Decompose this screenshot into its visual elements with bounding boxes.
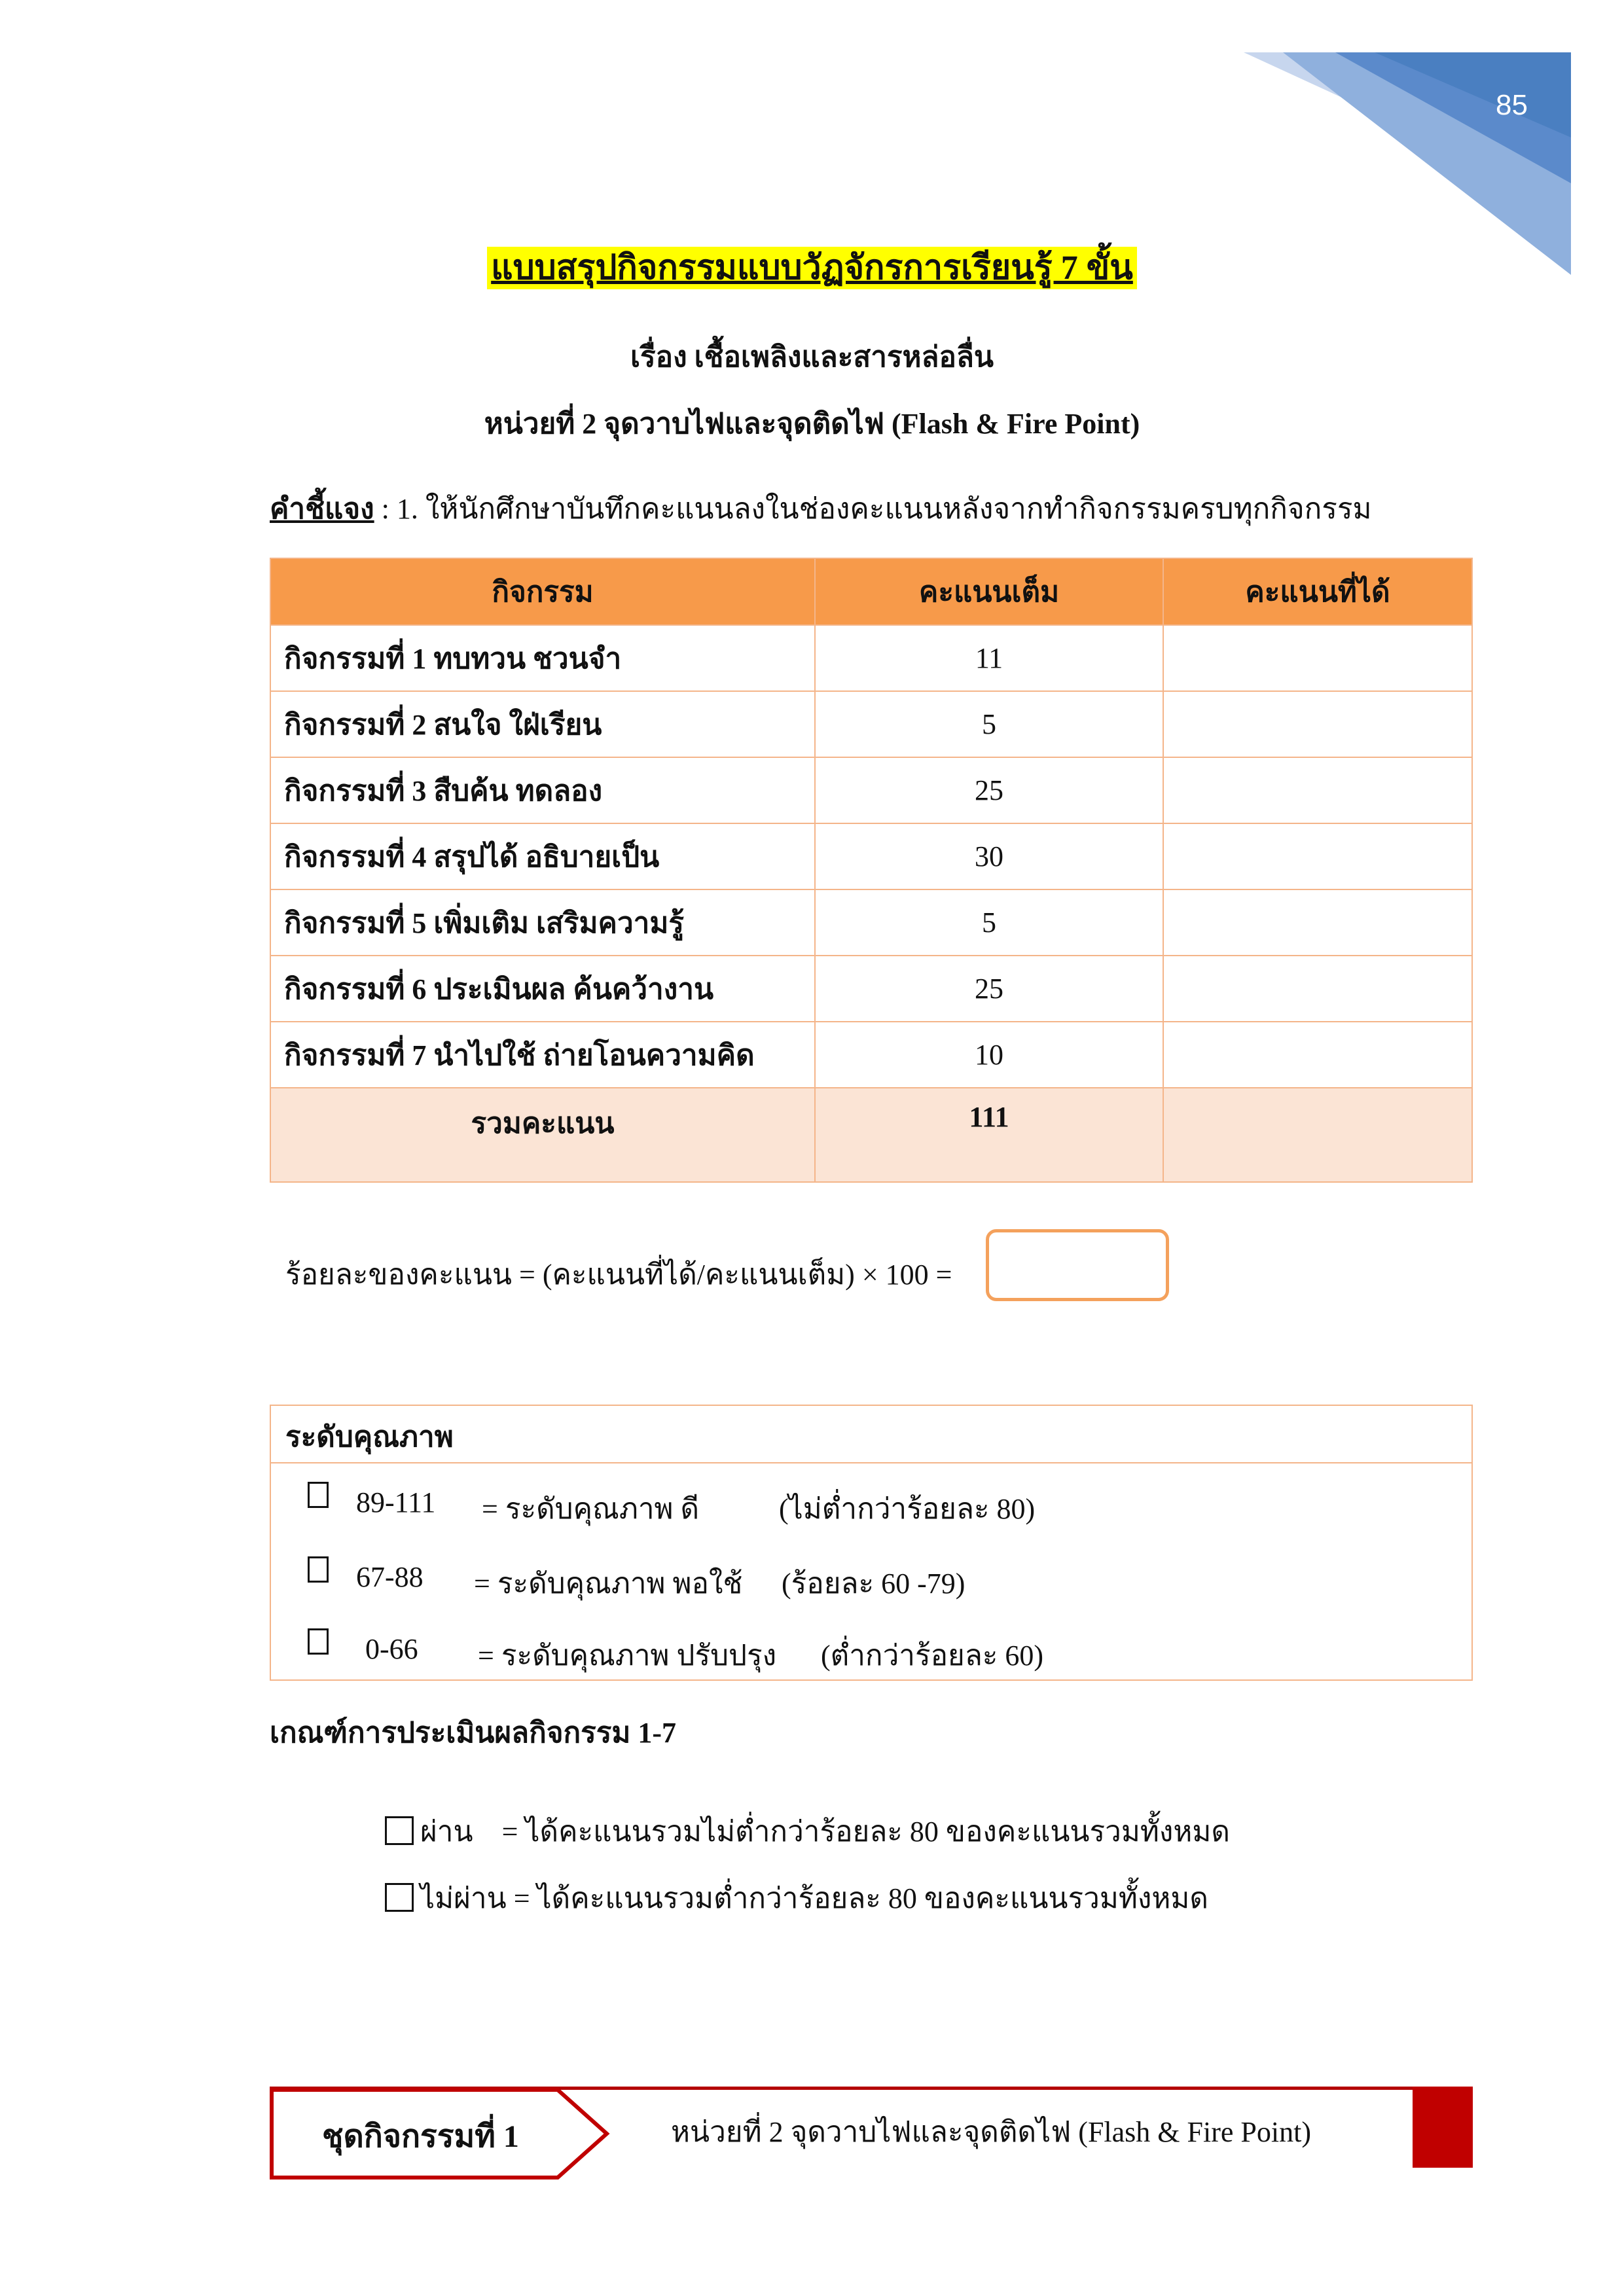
quality-checkbox-improve[interactable] [308,1628,329,1655]
quality-level-note: (ต่ำกว่าร้อยละ 60) [821,1640,1044,1672]
earned-score-cell[interactable] [1163,1022,1472,1088]
quality-checkbox-good[interactable] [308,1482,329,1508]
table-row [270,956,1472,1022]
table-row [270,1022,1472,1088]
full-score: 25 [815,956,1163,1022]
document-subject: เรื่อง เชื้อเพลิงและสารหล่อลื่น [630,341,994,373]
activity-name: กิจกรรมที่ 3 สืบค้น ทดลอง [270,757,815,823]
column-header-activity: กิจกรรม [270,558,815,625]
earned-score-cell[interactable] [1163,625,1472,691]
quality-level-title: ระดับคุณภาพ [271,1406,1471,1463]
quality-level-label: = ระดับคุณภาพ พอใช้ [474,1568,743,1600]
instruction-label: คำชี้แจง [270,493,374,525]
activity-name: กิจกรรมที่ 1 ทบทวน ชวนจำ [270,625,815,691]
table-row [270,691,1472,757]
criteria-fail-label: ไม่ผ่าน [420,1882,507,1914]
full-score: 10 [815,1022,1163,1088]
column-header-full-score: คะแนนเต็ม [815,558,1163,625]
footer-red-block [1413,2087,1473,2168]
full-score: 5 [815,889,1163,956]
earned-score-cell[interactable] [1163,956,1472,1022]
instruction [270,486,1372,531]
quality-level-box [270,1405,1473,1681]
table-row [270,889,1472,956]
full-score: 5 [815,691,1163,757]
full-score: 11 [815,625,1163,691]
criteria-fail [370,1842,1208,1921]
document-unit: หน่วยที่ 2 จุดวาบไฟและจุดติดไฟ (Flash & Fire Point) [484,408,1140,440]
quality-checkbox-fair[interactable] [308,1556,329,1583]
earned-score-cell[interactable] [1163,691,1472,757]
total-earned-score-cell[interactable] [1163,1088,1472,1182]
instruction-text: : 1. ให้นักศึกษาบันทึกคะแนนลงในช่องคะแนนหลังจากทำกิจกรรมครบทุกกิจกรรม [374,493,1372,525]
activity-name: กิจกรรมที่ 6 ประเมินผล ค้นคว้างาน [270,956,815,1022]
score-table [270,558,1473,1183]
activity-name: กิจกรรมที่ 4 สรุปได้ อธิบายเป็น [270,823,815,889]
criteria-fail-text: = ได้คะแนนรวมต่ำกว่าร้อยละ 80 ของคะแนนรวมทั้งหมด [513,1882,1208,1914]
footer-unit-text: หน่วยที่ 2 จุดวาบไฟและจุดติดไฟ (Flash & Fire Point) [671,2116,1311,2148]
pass-checkbox[interactable] [385,1816,414,1845]
document-title [0,240,1624,294]
score-table-header-row [270,558,1472,625]
earned-score-cell[interactable] [1163,889,1472,956]
total-row [270,1088,1472,1182]
quality-range: 89-111 [356,1486,436,1518]
criteria-pass-label: ผ่าน [420,1816,473,1848]
full-score: 25 [815,757,1163,823]
quality-level-label: = ระดับคุณภาพ ปรับปรุง [478,1640,777,1672]
fail-checkbox[interactable] [385,1883,414,1912]
table-row [270,625,1472,691]
page-number: 85 [1496,89,1528,121]
quality-level-note: (ร้อยละ 60 -79) [782,1568,965,1600]
quality-range: 67-88 [356,1561,424,1593]
earned-score-cell[interactable] [1163,757,1472,823]
activity-name: กิจกรรมที่ 7 นำไปใช้ ถ่ายโอนความคิด [270,1022,815,1088]
percent-result-box[interactable] [986,1229,1169,1301]
column-header-earned-score: คะแนนที่ได้ [1163,558,1472,625]
footer-set-label: ชุดกิจกรรมที่ 1 [322,2119,519,2154]
full-score: 30 [815,823,1163,889]
quality-level-note: (ไม่ต่ำกว่าร้อยละ 80) [779,1493,1036,1525]
criteria-title: เกณฑ์การประเมินผลกิจกรรม 1-7 [270,1717,677,1749]
table-row [270,757,1472,823]
total-full-score: 111 [815,1088,1163,1182]
percent-formula: ร้อยละของคะแนน = (คะแนนที่ได้/คะแนนเต็ม) × 100 = [285,1259,952,1291]
criteria-pass-text: = ได้คะแนนรวมไม่ต่ำกว่าร้อยละ 80 ของคะแนนรวมทั้งหมด [501,1816,1230,1848]
quality-level-label: = ระดับคุณภาพ ดี [482,1493,700,1525]
quality-range: 0-66 [365,1633,418,1665]
document-title-text: แบบสรุปกิจกรรมแบบวัฏจักรการเรียนรู้ 7 ขั้น [487,247,1137,289]
activity-name: กิจกรรมที่ 2 สนใจ ใฝ่เรียน [270,691,815,757]
total-label: รวมคะแนน [270,1088,815,1182]
earned-score-cell[interactable] [1163,823,1472,889]
table-row [270,823,1472,889]
activity-name: กิจกรรมที่ 5 เพิ่มเติม เสริมความรู้ [270,889,815,956]
